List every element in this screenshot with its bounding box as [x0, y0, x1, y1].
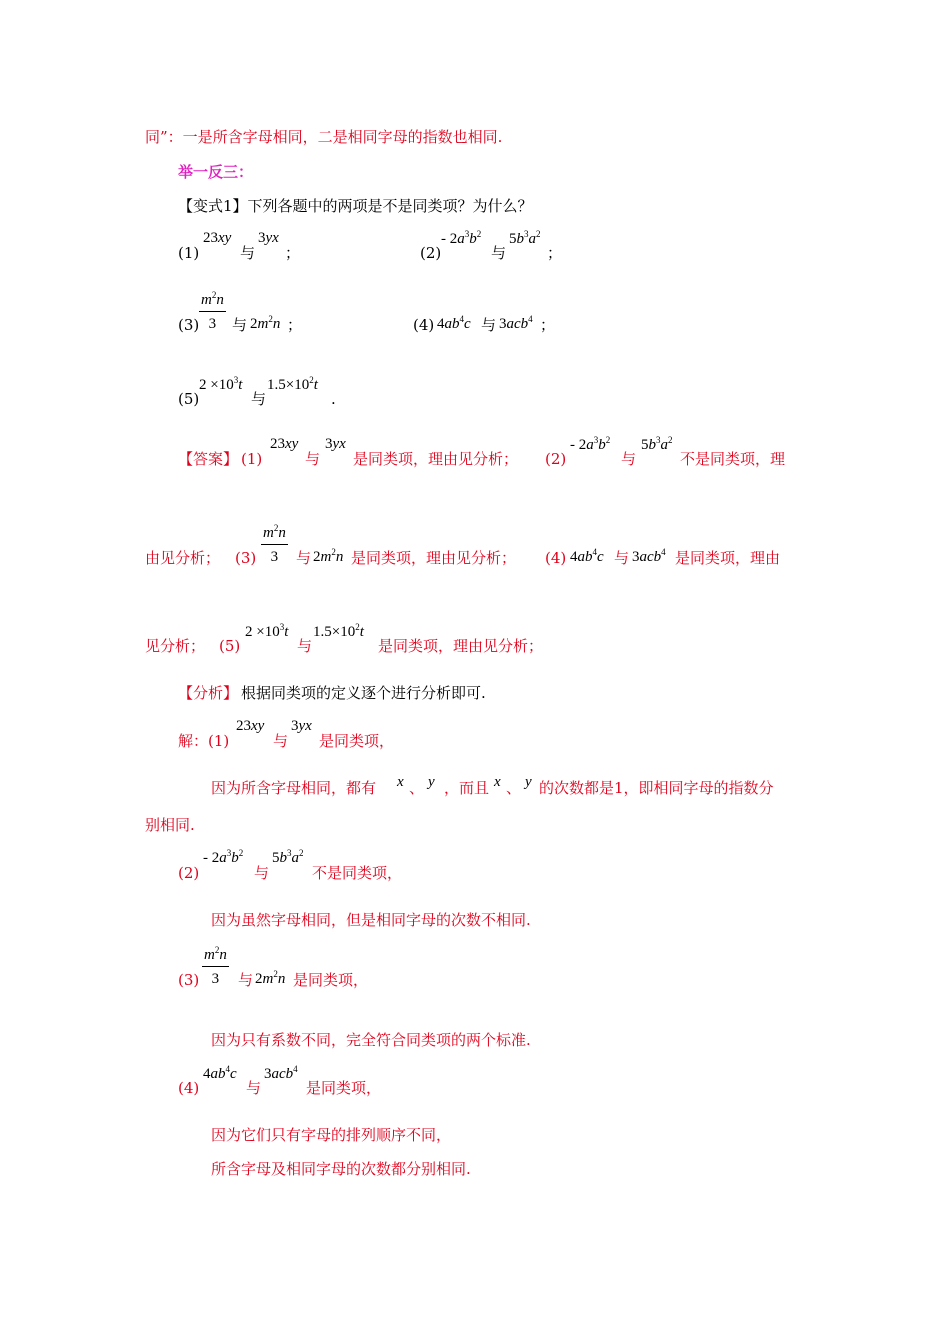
var-y-1: y [428, 774, 435, 790]
problem-3-term-b: $2m^2n$ [250, 314, 281, 332]
answer-1-yu: 与 [305, 450, 321, 468]
solution-1-reason-a: 因为所含字母相同，都有 [211, 779, 377, 797]
answer-3-term-b: $2m^2n$ [313, 547, 344, 565]
analysis-text: 根据同类项的定义逐个进行分析即可. [241, 684, 486, 702]
problem-4-yu: 与 [481, 316, 497, 334]
solution-1-yu: 与 [273, 732, 289, 750]
sep-1: 、 [409, 779, 425, 797]
var-x-2: x [494, 774, 501, 790]
solution-1-term-a: 23xy [236, 718, 265, 734]
answer-5-label: (5) [219, 637, 241, 655]
answer-4-term-a: $4ab^4c$ [570, 547, 604, 565]
problem-3-label: (3) [178, 316, 200, 334]
solution-3-yu: 与 [238, 971, 254, 989]
answer-5-result: 是同类项，理由见分析； [378, 637, 544, 655]
answer-3-label: (3) [235, 549, 257, 567]
problem-1-semicolon: ； [285, 244, 301, 262]
solution-4-reason-a: 因为它们只有字母的排列顺序不同， [211, 1126, 452, 1144]
answer-2-term-a: - $2a^3b^2$ [570, 435, 611, 453]
solution-3-term-b: $2m^2n$ [255, 969, 286, 987]
problem-2-semicolon: ； [547, 244, 563, 262]
problem-4-label: (4) [413, 316, 435, 334]
problem-1-term-b: 3yx [258, 230, 279, 246]
problem-5-yu: 与 [251, 390, 267, 408]
var-y-2: y [525, 774, 532, 790]
solution-4-result: 是同类项， [306, 1079, 382, 1097]
analysis-tag: 【分析】 [178, 684, 239, 702]
problem-1-term-a: 23xy [203, 230, 232, 246]
solution-1-reason-d: 别相同. [145, 816, 195, 834]
solution-1-reason-c: 的次数都是1，即相同字母的指数分 [539, 779, 774, 797]
solution-2-term-b: $5b^3a^2$ [272, 848, 304, 866]
solution-2-yu: 与 [254, 864, 270, 882]
answer-4-yu: 与 [614, 549, 630, 567]
problem-4-semicolon: ； [540, 316, 556, 334]
solution-4-term-b: 3acb$^4$ [264, 1064, 298, 1082]
var-x-1: x [397, 774, 404, 790]
answer-1-term-a: 23xy [270, 436, 299, 452]
solution-2-term-a: - $2a^3b^2$ [203, 848, 244, 866]
solution-4-yu: 与 [246, 1079, 262, 1097]
answer-4-result: 是同类项，理由 [675, 549, 781, 567]
question-text: 【变式1】下列各题中的两项是不是同类项？为什么？ [178, 197, 533, 215]
problem-3-fraction: $\frac{m^2n}{3}$ [201, 290, 224, 332]
answer-3-result: 是同类项，理由见分析； [351, 549, 517, 567]
problem-5-term-b: $1.5\times 10^2t$ [267, 375, 318, 393]
answer-2-yu: 与 [621, 450, 637, 468]
problem-2-yu: 与 [491, 244, 507, 262]
answer-4-label: (4) [545, 549, 567, 567]
solution-4-reason-b: 所含字母及相同字母的次数都分别相同. [211, 1160, 471, 1178]
problem-2-term-b: $5b^3a^2$ [509, 229, 541, 247]
problem-5-period: . [331, 390, 336, 408]
problem-2-term-a: - $2a^3b^2$ [441, 229, 482, 247]
answer-1-result: 是同类项，理由见分析； [353, 450, 519, 468]
answer-tag: 【答案】 [178, 450, 239, 468]
answer-1-term-b: 3yx [325, 436, 346, 452]
problem-5-label: (5) [178, 390, 200, 408]
solution-1-reason-b: ，而且 [444, 779, 490, 797]
problem-3-semicolon: ； [287, 316, 303, 334]
answer-5-yu: 与 [297, 637, 313, 655]
solution-2-result: 不是同类项， [312, 864, 403, 882]
problem-4-term-a: $4ab^4c$ [437, 314, 471, 332]
solution-3-fraction: $\frac{m^2n}{3}$ [204, 945, 227, 987]
problem-5-term-a: $2 \times 10^3t$ [199, 375, 243, 393]
answer-3-fraction: $\frac{m^2n}{3}$ [263, 523, 286, 565]
solution-1-result: 是同类项， [319, 732, 395, 750]
solution-3-label: (3) [178, 971, 200, 989]
solution-start: 解：(1) [178, 732, 230, 750]
problem-1-yu: 与 [240, 244, 256, 262]
solution-2-reason: 因为虽然字母相同，但是相同字母的次数不相同. [211, 911, 531, 929]
solution-3-reason: 因为只有系数不同，完全符合同类项的两个标准. [211, 1031, 531, 1049]
problem-4-term-b: 3acb$^4$ [499, 314, 533, 332]
section-heading: 举一反三： [178, 163, 254, 181]
answer-2-result: 不是同类项，理 [680, 450, 786, 468]
answer-1-label: (1) [241, 450, 263, 468]
problem-2-label: (2) [420, 244, 442, 262]
solution-4-label: (4) [178, 1079, 200, 1097]
solution-2-label: (2) [178, 864, 200, 882]
problem-3-yu: 与 [232, 316, 248, 334]
solution-4-term-a: $4ab^4c$ [203, 1064, 237, 1082]
intro-line: 同”：一是所含字母相同，二是相同字母的指数也相同. [145, 128, 503, 146]
answer-4-result-cont: 见分析； [145, 637, 206, 655]
solution-1-term-b: 3yx [291, 718, 312, 734]
answer-2-term-b: $5b^3a^2$ [641, 435, 673, 453]
problem-1-label: (1) [178, 244, 200, 262]
answer-5-term-b: $1.5\times 10^2t$ [313, 622, 364, 640]
sep-2: 、 [506, 779, 522, 797]
answer-3-yu: 与 [296, 549, 312, 567]
answer-2-label: (2) [545, 450, 567, 468]
answer-4-term-b: 3acb$^4$ [632, 547, 666, 565]
answer-5-term-a: $2 \times 10^3t$ [245, 622, 289, 640]
answer-2-result-cont: 由见分析； [145, 549, 221, 567]
solution-3-result: 是同类项， [293, 971, 369, 989]
